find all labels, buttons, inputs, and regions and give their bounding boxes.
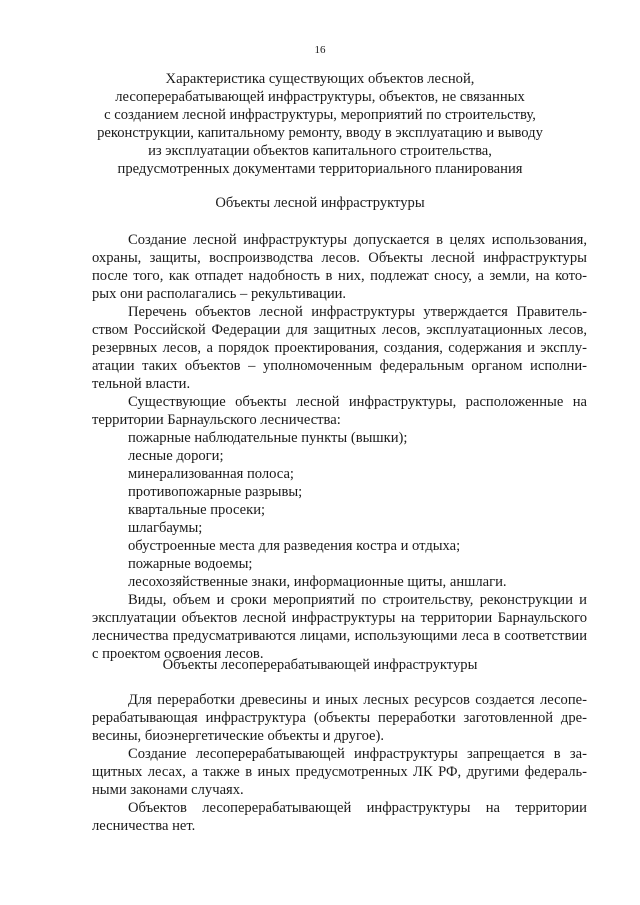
text-line: щитных лесах, а также в иных предусмотренных ЛК РФ, другими федераль- xyxy=(92,764,587,780)
text-line: Объектов лесоперерабатывающей инфраструктуры на территории xyxy=(128,800,587,816)
list-item: противопожарные разрывы; xyxy=(128,484,303,500)
list-item: пожарные водоемы; xyxy=(128,556,253,572)
text-line: территории Барнаульского лесничества: xyxy=(92,412,341,428)
list-item: шлагбаумы; xyxy=(128,520,203,536)
page-number: 16 xyxy=(314,44,326,56)
list-item: минерализованная полоса; xyxy=(128,466,294,482)
text-line: рерабатывающая инфраструктура (объекты переработки заготовленной дре- xyxy=(92,710,587,726)
text-line: лесничества нет. xyxy=(92,818,196,834)
text-line: резервных лесов, а порядок проектирования, создания, содержания и эксплу- xyxy=(92,340,587,356)
title-line: реконструкции, капитальному ремонту, вводу в эксплуатацию и выводу xyxy=(97,125,543,141)
text-line: Виды, объем и сроки мероприятий по строительству, реконструкции и xyxy=(128,592,587,608)
text-line: Перечень объектов лесной инфраструктуры утверждается Правитель- xyxy=(128,304,587,320)
list-item: пожарные наблюдательные пункты (вышки); xyxy=(128,430,408,446)
text-line: Существующие объекты лесной инфраструктуры, расположенные на xyxy=(128,394,587,410)
text-line: ством Российской Федерации для защитных лесов, эксплуатационных лесов, xyxy=(92,322,587,338)
text-line: Для переработки древесины и иных лесных ресурсов создается лесопе- xyxy=(128,692,587,708)
text-line: рых они располагались – рекультивации. xyxy=(92,286,347,302)
title-line: из эксплуатации объектов капитального строительства, xyxy=(148,143,492,159)
list-item: обустроенные места для разведения костра и отдыха; xyxy=(128,538,461,554)
document-title xyxy=(60,70,580,178)
title-line: предусмотренных документами территориального планирования xyxy=(117,161,523,177)
title-line: лесоперерабатывающей инфраструктуры, объектов, не связанных xyxy=(115,89,525,105)
section-body-wood-processing-infrastructure xyxy=(92,691,587,835)
text-line: после того, как отпадет надобность в них, подлежат сносу, а земли, на кото- xyxy=(92,268,587,284)
text-line: тельной власти. xyxy=(92,376,191,392)
text-line: Создание лесной инфраструктуры допускается в целях использования, xyxy=(128,232,587,248)
list-item: квартальные просеки; xyxy=(128,502,266,518)
text-line: с проектом освоения лесов. xyxy=(92,646,264,662)
section-body-forest-infrastructure xyxy=(92,231,587,663)
title-line: с созданием лесной инфраструктуры, мероприятий по строительству, xyxy=(104,107,536,123)
text-line: весины, биоэнергетические объекты и другое). xyxy=(92,728,385,744)
list-item: лесные дороги; xyxy=(128,448,224,464)
text-line: лесничества предусматриваются лицами, использующими леса в соответствии xyxy=(92,628,587,644)
text-line: Создание лесоперерабатывающей инфраструктуры запрещается в за- xyxy=(128,746,587,762)
text-line: атации таких объектов – уполномоченным федеральным органом исполни- xyxy=(92,358,587,374)
text-line: охраны, защиты, воспроизводства лесов. Объекты лесной инфраструктуры xyxy=(92,250,587,266)
list-item: лесохозяйственные знаки, информационные щиты, аншлаги. xyxy=(128,574,507,590)
text-line: ными законами случаях. xyxy=(92,782,244,798)
title-line: Характеристика существующих объектов лесной, xyxy=(165,71,475,87)
section-heading-forest-infrastructure: Объекты лесной инфраструктуры xyxy=(215,195,425,211)
text-line: эксплуатации объектов лесной инфраструктуры на территории Барнаульского xyxy=(92,610,587,626)
section-heading-wood-processing-infrastructure: Объекты лесоперерабатывающей инфраструктуры xyxy=(162,657,478,673)
